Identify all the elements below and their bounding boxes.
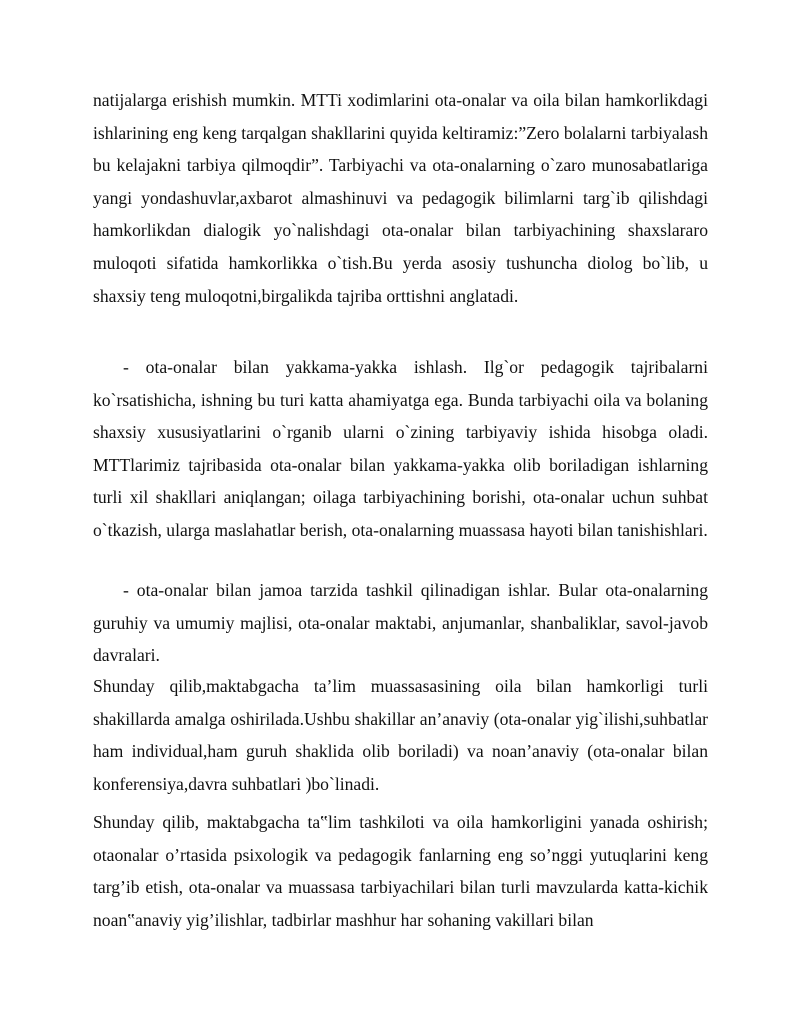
paragraph-forms-summary: Shunday qilib,maktabgacha ta’lim muassasasining oila bilan hamkorligi turli shakillarda amalga oshirilada.Ushbu shakillar an’anaviy (ota-onalar yig`ilishi,suhbatlar ham individual,ham guruh shaklida olib boriladi) va noan’anaviy (ota-onalar bilan konferensiya,davra suhbatlari )bo`linadi. [93,676,708,794]
paragraph-group-work: - ota-onalar bilan jamoa tarzida tashkil qilinadigan ishlar. Bular ota-onalarning guruhiy va umumiy majlisi, ota-onalar maktabi, anjumanlar, shanbaliklar, savol-javob davralari. [93,580,708,666]
paragraph-conclusion: Shunday qilib, maktabgacha ta‟lim tashkiloti va oila hamkorligini yanada oshirish; otaonalar o’rtasida psixologik va pedagogik fanlarning eng so’nggi yutuqlarini keng targ’ib etish, ota-onalar va muassasa tarbiyachilari bilan turli mavzularda katta-kichik noan‟anaviy yig’ilishlar, tadbirlar mashhur har sohaning vakillari bilan [93,812,708,930]
paragraph-individual-work: - ota-onalar bilan yakkama-yakka ishlash. Ilg`or pedagogik tajribalarni ko`rsatishicha, ishning bu turi katta ahamiyatga ega. Bunda tarbiyachi oila va bolaning shaxsiy xususiyatlarini o`rganib ularni o`zining tarbiyaviy ishida hisobga oladi. MTTlarimiz tajribasida ota-onalar bilan yakkama-yakka olib boriladigan ishlarning turli xil shakllari aniqlangan; oilaga tarbiyachining borishi, ota-onalar uchun suhbat o`tkazish, ularga maslahatlar berish, ota-onalarning muassasa hayoti bilan tanishishlari. [93,357,708,540]
paragraph-intro: natijalarga erishish mumkin. MTTi xodimlarini ota-onalar va oila bilan hamkorlikdagi ishlarining eng keng tarqalgan shakllarini quyida keltiramiz:”Zero bolalarni tarbiyalash bu kelajakni tarbiya qilmoqdir”. Tarbiyachi va ota-onalarning o`zaro munosabatlariga yangi yondashuvlar,axbarot almashinuvi va pedagogik bilimlarni targ`ib qilishdagi hamkorlikdan dialogik yo`nalishdagi ota-onalar bilan tarbiyachining shaxslararo muloqoti sifatida hamkorlikka o`tish.Bu yerda asosiy tushuncha diolog bo`lib, u shaxsiy teng muloqotni,birgalikda tajriba orttishni anglatadi. [93,90,708,306]
